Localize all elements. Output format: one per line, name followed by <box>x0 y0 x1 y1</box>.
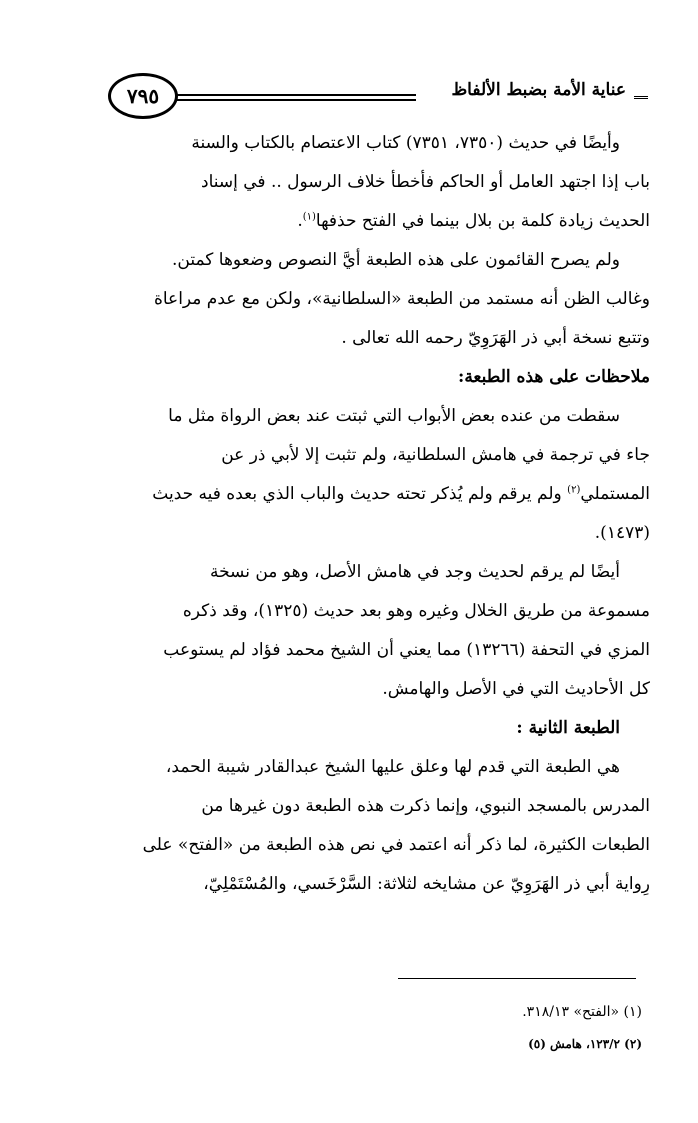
text-line: الطبعات الكثيرة، لما ذكر أنه اعتمد في نص هذه الطبعة من «الفتح» على <box>142 835 650 855</box>
text-line: ولم يصرح القائمون على هذه الطبعة أيَّ النصوص وضعوها كمتن. <box>171 250 620 270</box>
footnotes <box>82 996 642 1060</box>
section-heading: الطبعة الثانية : <box>516 718 620 738</box>
text-fragment: المستملي <box>580 484 650 504</box>
text-line: مسموعة من طريق الخلال وغيره وهو بعد حديث (١٣٢٥)، وقد ذكره <box>182 601 650 621</box>
text-line: وتتبع نسخة أبي ذر الهَرَوِيّ رحمه الله تعالى . <box>341 328 650 348</box>
text-line: المزي في التحفة (١٣٢٦٦) مما يعني أن الشيخ محمد فؤاد لم يستوعب <box>163 640 650 660</box>
page-number: ٧٩٥ <box>108 73 178 119</box>
text-line: كل الأحاديث التي في الأصل والهامش. <box>382 679 650 699</box>
running-header <box>88 72 648 116</box>
body-text <box>58 124 650 904</box>
section-heading: ملاحظات على هذه الطبعة: <box>458 367 650 387</box>
text-line: المدرس بالمسجد النبوي، وإنما ذكرت هذه الطبعة دون غيرها من <box>201 796 650 816</box>
text-line <box>58 202 650 241</box>
text-line: أيضًا لم يرقم لحديث وجد في هامش الأصل، وهو من نسخة <box>209 562 620 582</box>
footnote-2: (٢) ١٢٣/٢، هامش (٥) <box>528 1037 642 1051</box>
text-line: جاء في ترجمة في هامش السلطانية، ولم تثبت إلا لأبي ذر عن <box>221 445 650 465</box>
text-line: (١٤٧٣). <box>594 523 650 543</box>
text-line: رِواية أبي ذر الهَرَوِيّ عن مشايخه لثلاثة: السَّرْخَسي، والمُسْتَمْلِيّ، <box>203 874 650 894</box>
text-fragment: ولم يرقم ولم يُذكر تحته حديث والباب الذي بعده فيه حديث <box>152 484 562 504</box>
text-line: سقطت من عنده بعض الأبواب التي ثبتت عند بعض الرواة مثل ما <box>168 406 620 426</box>
footnote-separator <box>398 978 636 979</box>
text-line <box>58 475 650 514</box>
header-ornament <box>634 96 648 99</box>
text-line: وأيضًا في حديث (٧٣٥٠، ٧٣٥١) كتاب الاعتصام بالكتاب والسنة <box>191 133 620 153</box>
text-fragment: . <box>297 211 303 231</box>
text-line: هي الطبعة التي قدم لها وعلق عليها الشيخ عبدالقادر شيبة الحمد، <box>165 757 620 777</box>
text-line: وغالب الظن أنه مستمد من الطبعة «السلطانية»، ولكن مع عدم مراعاة <box>153 289 650 309</box>
footnote-mark: (١) <box>302 211 316 223</box>
header-rule <box>160 94 416 101</box>
text-line: باب إذا اجتهد العامل أو الحاكم فأخطأ خلاف الرسول .. في إسناد <box>201 172 650 192</box>
text-fragment: الحديث زيادة كلمة بن بلال بينما في الفتح حذفها <box>315 211 650 231</box>
footnote-1: (١) «الفتح» ٣١٨/١٣. <box>522 1004 642 1020</box>
running-title: عناية الأمة بضبط الألفاظ <box>451 80 626 100</box>
footnote-mark: (٢) <box>567 484 581 496</box>
